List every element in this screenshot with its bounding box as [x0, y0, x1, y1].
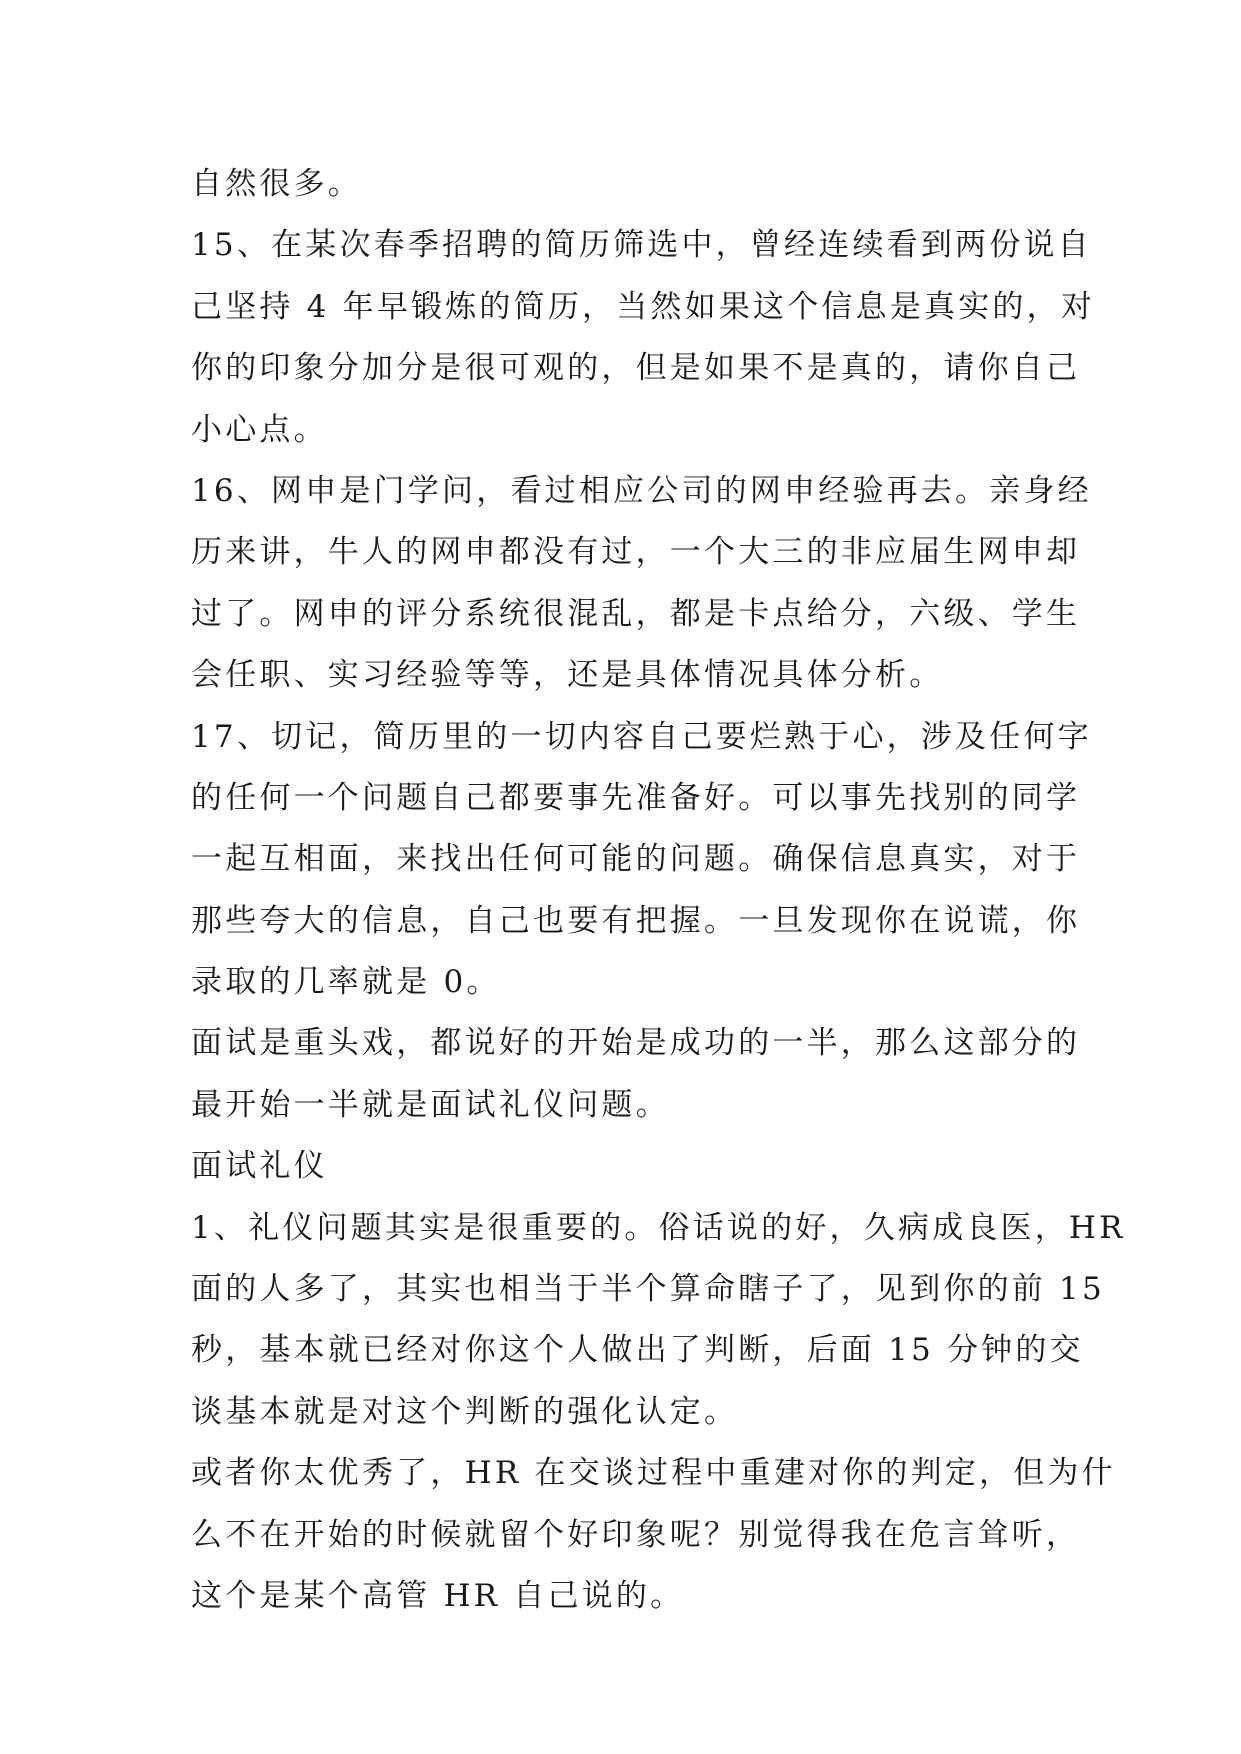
text-line: 谈基本就是对这个判断的强化认定。 — [191, 1393, 739, 1430]
text-line: 17、切记，简历里的一切内容自己要烂熟于心，涉及任何字 — [191, 718, 1092, 755]
text-line: 那些夸大的信息，自己也要有把握。一旦发现你在说谎，你 — [191, 902, 1081, 939]
text-line: 一起互相面，来找出任何可能的问题。确保信息真实，对于 — [191, 841, 1081, 878]
section-heading: 面试礼仪 — [191, 1148, 328, 1185]
text-line: 你的印象分加分是很可观的，但是如果不是真的，请你自己 — [191, 350, 1081, 387]
text-line: 秒，基本就已经对你这个人做出了判断，后面 15 分钟的交 — [191, 1332, 1084, 1369]
text-line: 面的人多了，其实也相当于半个算命瞎子了，见到你的前 15 — [191, 1271, 1105, 1308]
text-line: 历来讲，牛人的网申都没有过，一个大三的非应届生网申却 — [191, 534, 1081, 571]
text-line: 16、网申是门学问，看过相应公司的网申经验再去。亲身经 — [191, 472, 1092, 509]
text-line: 会任职、实习经验等等，还是具体情况具体分析。 — [191, 657, 944, 694]
text-line: 1、礼仪问题其实是很重要的。俗话说的好，久病成良医，HR — [191, 1209, 1126, 1246]
text-line: 面试是重头戏，都说好的开始是成功的一半，那么这部分的 — [191, 1025, 1081, 1062]
text-line: 己坚持 4 年早锻炼的简历，当然如果这个信息是真实的，对 — [191, 288, 1096, 325]
text-line: 或者你太优秀了，HR 在交谈过程中重建对你的判定，但为什 — [191, 1455, 1116, 1492]
text-line: 自然很多。 — [191, 166, 362, 202]
document-body — [191, 154, 1126, 1627]
text-line: 么不在开始的时候就留个好印象呢？别觉得我在危言耸听， — [191, 1516, 1081, 1553]
text-line: 小心点。 — [191, 411, 328, 448]
text-line: 的任何一个问题自己都要事先准备好。可以事先找别的同学 — [191, 779, 1081, 816]
text-line: 15、在某次春季招聘的简历筛选中，曾经连续看到两份说自 — [191, 227, 1092, 264]
text-line: 过了。网申的评分系统很混乱，都是卡点给分，六级、学生 — [191, 595, 1081, 632]
text-line: 录取的几率就是 0。 — [191, 964, 501, 1001]
text-line: 这个是某个高管 HR 自己说的。 — [191, 1577, 685, 1614]
text-line: 最开始一半就是面试礼仪问题。 — [191, 1086, 670, 1123]
